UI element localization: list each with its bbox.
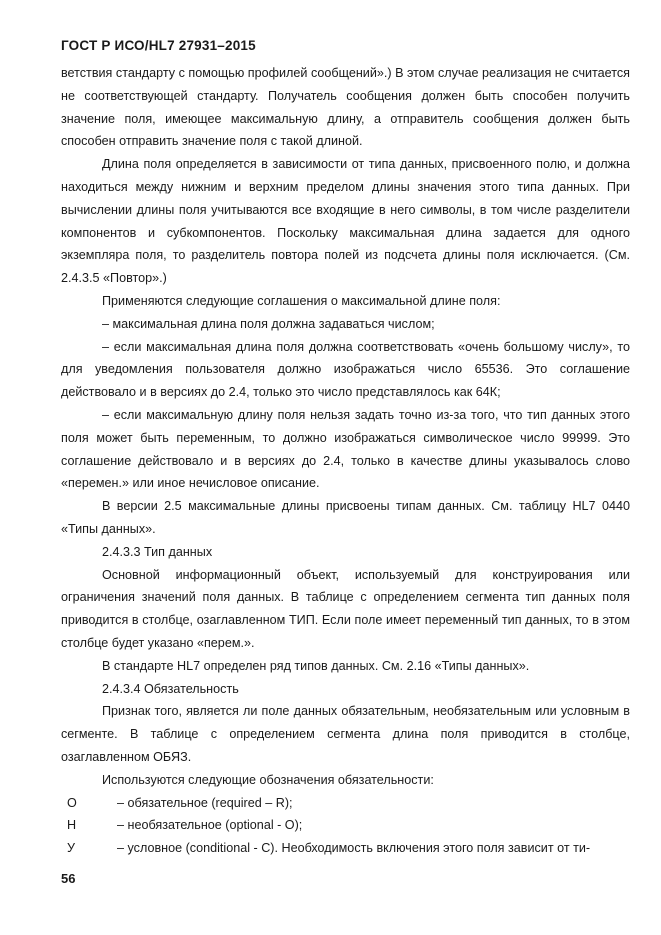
definition-row	[61, 792, 630, 815]
list-item: – максимальная длина поля должна задаваться числом;	[102, 316, 435, 331]
list-item: – если максимальная длина поля должна соответствовать «очень большому числу», то для уведомления пользователя должно изображаться число 65536. Это соглашение действовало и в версиях до 2.4, только это число представлялось как 64К;	[61, 339, 630, 400]
definition-code: У	[67, 841, 76, 856]
paragraph: В стандарте HL7 определен ряд типов данных. См. 2.16 «Типы данных».	[102, 658, 530, 673]
definition-code: О	[67, 795, 77, 810]
paragraph: В версии 2.5 максимальные длины присвоены типам данных. См. таблицу HL7 0440 «Типы данных».	[61, 499, 630, 536]
section-heading: 2.4.3.4 Обязательность	[102, 681, 239, 696]
document-body	[61, 62, 630, 860]
definition-description: – необязательное (optional - O);	[117, 818, 303, 833]
document-header: ГОСТ Р ИСО/HL7 27931–2015	[61, 38, 256, 53]
definition-row	[61, 814, 630, 837]
paragraph: ветствия стандарту с помощью профилей сообщений».) В этом случае реализация не считается не соответствующей стандарту. Получатель сообщения должен быть способен получить значение поля, имеющее максимальную длину, а отправитель сообщения должен быть способен отправить значение поля с такой длиной.	[61, 66, 630, 149]
definition-description: – условное (conditional - C). Необходимость включения этого поля зависит от ти-	[117, 841, 591, 856]
section-heading: 2.4.3.3 Тип данных	[102, 544, 213, 559]
paragraph: Признак того, является ли поле данных обязательным, необязательным или условным в сегменте. В таблице с определением сегмента длина поля приводится в столбце, озаглавленном ОБЯЗ.	[61, 704, 630, 764]
definition-code: Н	[67, 818, 77, 833]
definition-description: – обязательное (required – R);	[117, 795, 293, 810]
paragraph: Применяются следующие соглашения о максимальной длине поля:	[102, 293, 501, 308]
list-item: – если максимальную длину поля нельзя задать точно из-за того, что тип данных этого поля может быть переменным, то должно изображаться символическое число 99999. Это соглашение действовало и в версиях до 2.4, только в качестве длины указывалось слово «перемен.» или иное нечисловое описание.	[61, 407, 630, 491]
page-number: 56	[61, 871, 76, 886]
paragraph: Длина поля определяется в зависимости от типа данных, присвоенного полю, и должна находиться между нижним и верхним пределом длины значения этого типа данных. При вычислении длины поля учитываются все входящие в него символы, в том числе разделители компонентов и субкомпонентов. Поскольку максимальная длина задается для одного экземпляра поля, то разделитель повтора полей из подсчета длины поля исключается. (См. 2.4.3.5 «Повтор».)	[61, 157, 630, 286]
paragraph: Основной информационный объект, используемый для конструирования или ограничения значений поля данных. В таблице с определением сегмента тип данных поля приводится в столбце, озаглавленном ТИП. Если поле имеет переменный тип данных, то в этом столбце будет указано «перем.».	[61, 567, 630, 650]
paragraph: Используются следующие обозначения обязательности:	[102, 772, 434, 787]
definition-row	[61, 837, 630, 860]
